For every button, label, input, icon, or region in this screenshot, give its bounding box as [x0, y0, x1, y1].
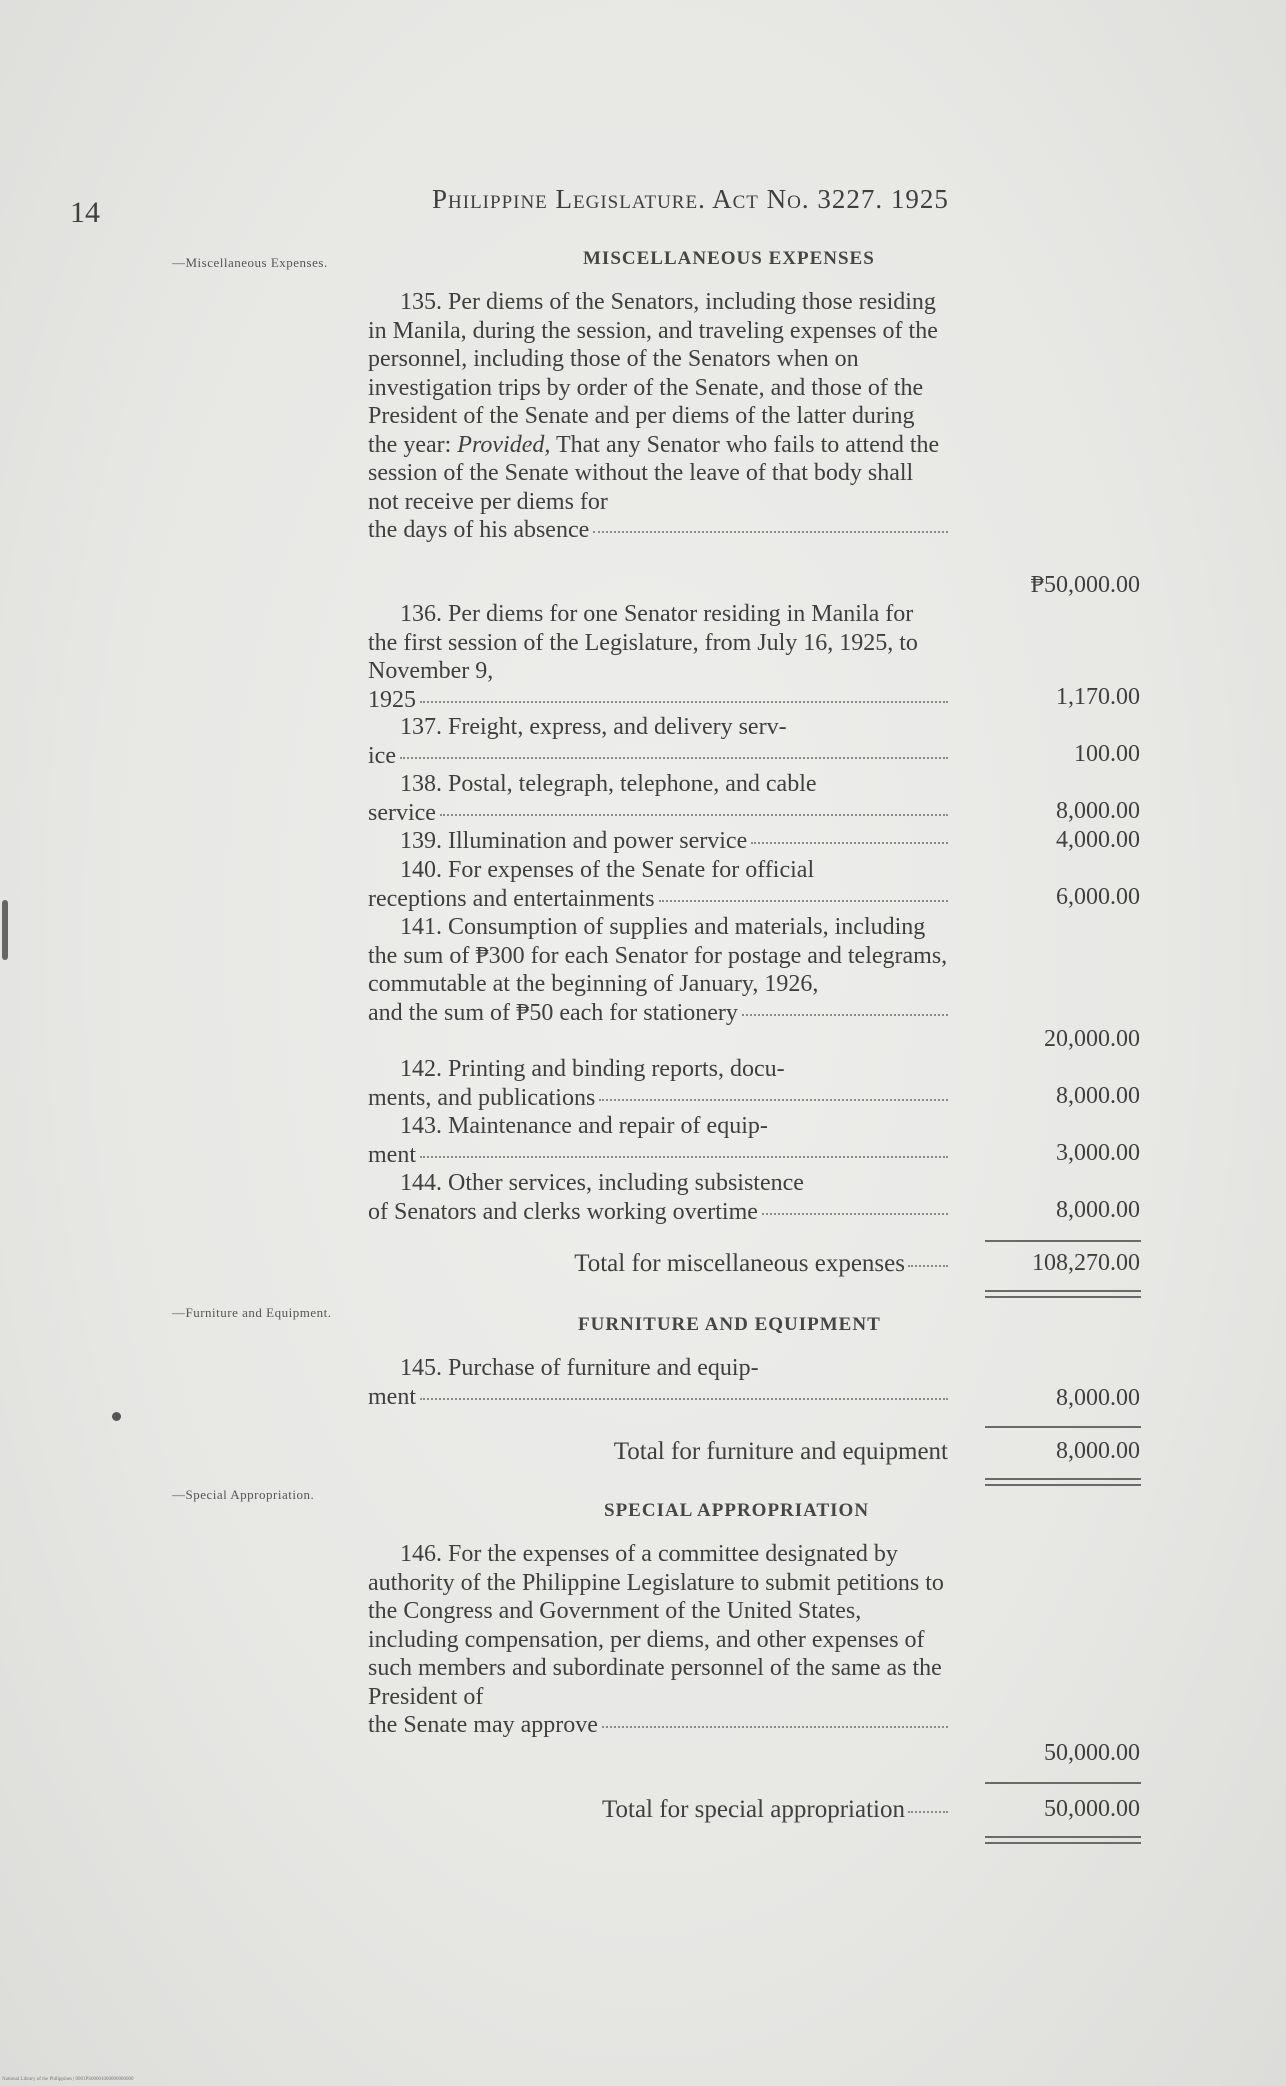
dot-leader	[751, 842, 948, 844]
item-146-last-line: the Senate may approve	[368, 1712, 598, 1738]
item-136-last-line: 1925	[368, 686, 416, 713]
item-135	[368, 288, 948, 545]
item-142	[368, 1055, 948, 1112]
item-140	[368, 856, 948, 913]
scan-edge-mark	[2, 900, 8, 960]
item-144-amount: 8,000.00	[1056, 1197, 1140, 1223]
item-135-text-continued: That any Senator who fails to attend the session of the Senate without the leave of that body shall not receive per diems for	[368, 431, 940, 515]
item-141-last-line: and the sum of ₱50 each for stationery	[368, 999, 738, 1026]
item-140-text: 140. For expenses of the Senate for official	[400, 857, 815, 883]
item-139-amount: 4,000.00	[1056, 827, 1140, 853]
item-139	[368, 827, 948, 856]
page-number: 14	[70, 196, 100, 229]
item-143-text: 143. Maintenance and repair of equip-	[400, 1113, 768, 1139]
item-138	[368, 770, 948, 827]
dot-leader	[400, 757, 948, 759]
item-141-text: 141. Consumption of supplies and materials, including the sum of ₱300 for each Senator for postage and telegrams, commutable at the beginning of January, 1926,	[368, 914, 948, 997]
double-rule-special	[985, 1836, 1141, 1844]
item-135-last-line: the days of his absence	[368, 517, 590, 543]
item-142-text: 142. Printing and binding reports, docu-	[400, 1056, 785, 1082]
footer-credit: National Library of the Philippines | 0001PS00001000000000000	[2, 2077, 134, 2082]
item-141	[368, 913, 948, 1027]
item-146-amount: 50,000.00	[1044, 1740, 1140, 1766]
total-special	[368, 1796, 948, 1824]
item-135-italic: Provided,	[457, 431, 551, 458]
dot-leader	[420, 1398, 948, 1400]
total-miscellaneous	[368, 1250, 948, 1278]
total-label-furniture: Total for furniture and equipment	[613, 1438, 948, 1465]
dot-leader	[762, 1213, 948, 1215]
section-heading-miscellaneous: MISCELLANEOUS EXPENSES	[583, 248, 875, 269]
dot-leader	[440, 814, 948, 816]
total-rule-furniture	[985, 1426, 1141, 1428]
double-rule-miscellaneous	[985, 1290, 1141, 1298]
section-heading-special: SPECIAL APPROPRIATION	[604, 1500, 870, 1521]
dot-leader	[742, 1014, 948, 1016]
total-label-special: Total for special appropriation	[601, 1796, 905, 1823]
dot-leader	[602, 1726, 948, 1728]
dot-leader	[659, 900, 948, 902]
item-144	[368, 1169, 948, 1226]
scan-speck	[112, 1412, 121, 1421]
total-label-miscellaneous: Total for miscellaneous expenses	[574, 1250, 905, 1277]
item-142-amount: 8,000.00	[1056, 1083, 1140, 1109]
item-135-text: 135. Per diems of the Senators, including those residing in Manila, during the session, and traveling expenses of the personnel, including those of the Senators when on investigation trips by order of the Senate, and those of the President of the Senate and per diems of the latter during the year:	[368, 289, 938, 458]
item-141-amount: 20,000.00	[1044, 1026, 1140, 1052]
item-145-last-line: ment	[368, 1383, 416, 1410]
item-142-last-line: ments, and publications	[368, 1084, 596, 1111]
item-143-amount: 3,000.00	[1056, 1140, 1140, 1166]
item-146-text: 146. For the expenses of a committee designated by authority of the Philippine Legislature to submit petitions to the Congress and Government of the United States, including compensation, per diems, and other expenses of such members and subordinate personnel of the same as the President of	[368, 1541, 944, 1710]
item-144-last-line: of Senators and clerks working overtime	[368, 1198, 758, 1225]
dot-leader	[908, 1265, 948, 1267]
dot-leader	[908, 1811, 948, 1813]
item-137-amount: 100.00	[1074, 741, 1140, 767]
item-144-text: 144. Other services, including subsistence	[400, 1170, 804, 1196]
item-143	[368, 1112, 948, 1169]
dot-leader	[420, 1156, 948, 1158]
item-145-amount: 8,000.00	[1056, 1385, 1140, 1411]
item-146	[368, 1540, 948, 1740]
item-136-text: 136. Per diems for one Senator residing in Manila for the first session of the Legislature, from July 16, 1925, to November 9,	[368, 601, 918, 684]
item-135-amount: ₱50,000.00	[1030, 572, 1140, 598]
total-amount-furniture: 8,000.00	[1056, 1438, 1140, 1464]
item-136	[368, 600, 948, 714]
item-145	[368, 1354, 948, 1411]
item-140-last-line: receptions and entertainments	[368, 885, 655, 912]
item-138-last-line: service	[368, 799, 436, 826]
item-143-last-line: ment	[368, 1141, 416, 1168]
item-138-amount: 8,000.00	[1056, 798, 1140, 824]
margin-note-furniture: —Furniture and Equipment.	[172, 1305, 332, 1320]
item-137-last-line: ice	[368, 742, 396, 769]
item-136-amount: 1,170.00	[1056, 684, 1140, 710]
margin-note-miscellaneous: —Miscellaneous Expenses.	[172, 255, 328, 270]
total-amount-miscellaneous: 108,270.00	[1032, 1250, 1140, 1276]
running-head: Philippine Legislature. Act No. 3227. 1925	[432, 184, 949, 214]
dot-leader	[599, 1099, 948, 1101]
margin-note-special: —Special Appropriation.	[172, 1487, 315, 1502]
item-145-text: 145. Purchase of furniture and equip-	[400, 1355, 759, 1381]
double-rule-furniture	[985, 1478, 1141, 1486]
item-137-text: 137. Freight, express, and delivery serv-	[400, 714, 787, 740]
dot-leader	[420, 701, 948, 703]
item-138-text: 138. Postal, telegraph, telephone, and cable	[400, 771, 817, 797]
item-140-amount: 6,000.00	[1056, 884, 1140, 910]
total-rule-special	[985, 1782, 1141, 1784]
total-amount-special: 50,000.00	[1044, 1796, 1140, 1822]
item-139-last-line: 139. Illumination and power service	[400, 828, 748, 854]
total-furniture	[368, 1438, 948, 1466]
total-rule-miscellaneous	[985, 1240, 1141, 1242]
dot-leader	[593, 531, 948, 533]
item-137	[368, 713, 948, 770]
section-heading-furniture: FURNITURE AND EQUIPMENT	[578, 1314, 881, 1335]
